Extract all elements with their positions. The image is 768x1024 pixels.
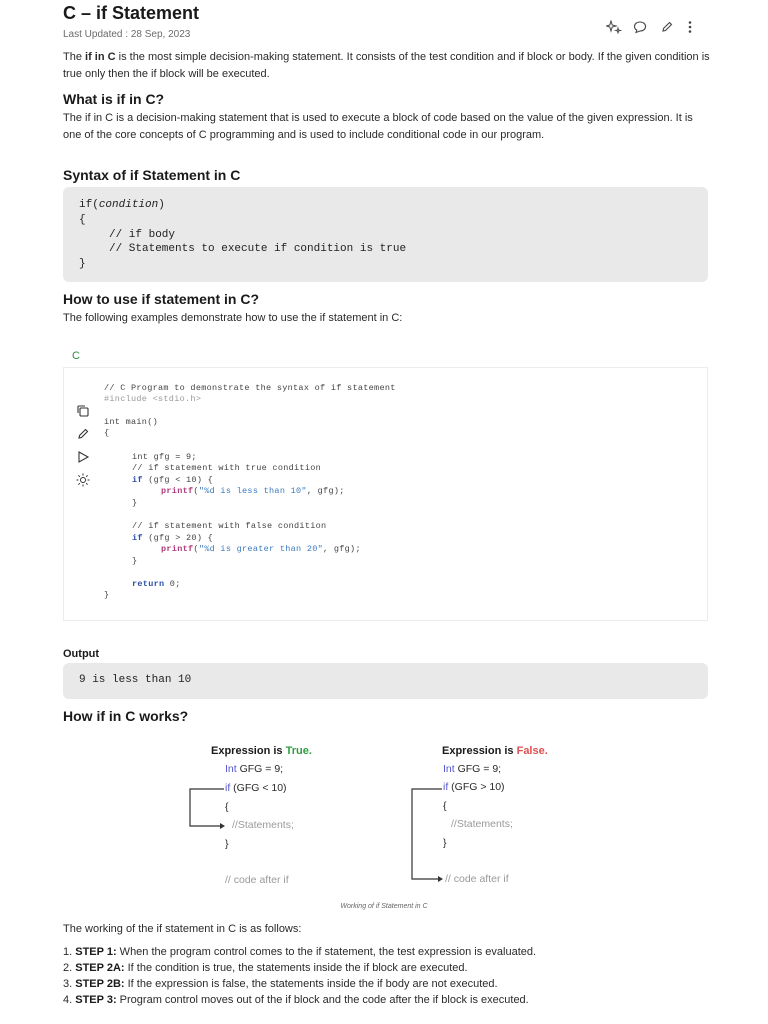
heading-syntax: Syntax of if Statement in C xyxy=(63,167,241,183)
output-box xyxy=(63,663,708,699)
false-arrow-head xyxy=(438,876,443,882)
list-item xyxy=(63,944,743,960)
keyword: return xyxy=(132,579,165,589)
code-line: int gfg = 9; xyxy=(132,452,197,462)
list-item xyxy=(63,992,743,1008)
heading-how-it-works: How if in C works? xyxy=(63,708,189,724)
list-item xyxy=(63,976,743,992)
code-line: int main() xyxy=(104,417,159,427)
intro-text-b: is the most simple decision-making statement. It consists of the test condition and if block or body. If the given condition is true only then the if block will be executed. xyxy=(63,51,710,80)
false-line-3: { xyxy=(443,800,447,812)
code-token: , gfg); xyxy=(306,486,345,496)
dkw: Int xyxy=(225,763,237,775)
false-flow-arrow xyxy=(412,789,442,879)
dkw: if xyxy=(443,781,449,793)
run-icon[interactable] xyxy=(76,450,90,464)
step-text: When the program control comes to the if statement, the test expression is evaluated. xyxy=(116,946,537,958)
page-title: C – if Statement xyxy=(63,3,200,23)
false-line-6: // code after if xyxy=(445,873,509,885)
keyword: if xyxy=(132,475,143,485)
step-label: STEP 1: xyxy=(75,946,117,958)
code-token: ( xyxy=(193,486,199,496)
intro-bold: if in C xyxy=(85,51,116,63)
step-label: STEP 2B: xyxy=(75,978,125,990)
dtok: GFG = 9; xyxy=(454,763,502,775)
code-line: #include <stdio.h> xyxy=(104,394,202,404)
step-number: 2. xyxy=(63,962,73,974)
theme-icon[interactable] xyxy=(76,473,90,487)
code-line: // if statement with true condition xyxy=(132,463,322,473)
code-line: } xyxy=(132,498,138,508)
true-value: True. xyxy=(285,745,312,757)
step-label: STEP 3: xyxy=(75,994,117,1006)
syntax-paren: ) xyxy=(158,199,165,211)
step-text: If the condition is true, the statements inside the if block are executed. xyxy=(124,962,468,974)
false-line-4: //Statements; xyxy=(451,818,513,830)
sparkle-icon[interactable] xyxy=(606,20,620,34)
steps-list xyxy=(63,944,743,1008)
code-line xyxy=(132,475,213,485)
true-heading xyxy=(211,745,312,757)
code-line: } xyxy=(132,556,138,566)
string-literal: "%d is less than 10" xyxy=(198,486,307,496)
editor-toolbar xyxy=(76,404,90,487)
copy-icon[interactable] xyxy=(76,404,90,418)
false-line-1 xyxy=(443,763,501,775)
code-line xyxy=(132,533,213,543)
language-tab-c[interactable]: C xyxy=(72,350,80,362)
true-flow-arrow xyxy=(190,789,224,826)
how-to-use-paragraph: The following examples demonstrate how to use the if statement in C: xyxy=(63,312,403,324)
true-heading-text: Expression is xyxy=(211,745,286,757)
syntax-if: if( xyxy=(79,199,99,211)
false-heading xyxy=(442,745,548,757)
false-heading-text: Expression is xyxy=(442,745,517,757)
dtok: GFG = 9; xyxy=(236,763,284,775)
code-token: ( xyxy=(193,544,199,554)
syntax-line-1 xyxy=(79,199,165,211)
code-line xyxy=(161,486,345,496)
true-line-5: } xyxy=(225,838,229,850)
syntax-line-4: // Statements to execute if condition is true xyxy=(109,243,407,255)
code-token: 0; xyxy=(164,579,181,589)
true-line-1 xyxy=(225,763,283,775)
last-updated: Last Updated : 28 Sep, 2023 xyxy=(63,29,191,40)
true-arrow-head xyxy=(220,823,225,829)
edit-code-icon[interactable] xyxy=(76,427,90,441)
dtok: (GFG < 10) xyxy=(230,782,287,794)
dkw: Int xyxy=(443,763,455,775)
function-name: printf xyxy=(161,544,194,554)
true-line-3: { xyxy=(225,801,229,813)
code-editor xyxy=(63,340,708,622)
false-line-5: } xyxy=(443,837,447,849)
syntax-line-5: } xyxy=(79,258,86,270)
step-text: Program control moves out of the if block and the code after the if block is executed. xyxy=(116,994,529,1006)
step-label: STEP 2A: xyxy=(75,962,125,974)
true-line-4: //Statements; xyxy=(232,819,294,831)
dtok: (GFG > 10) xyxy=(448,781,505,793)
intro-text-a: The xyxy=(63,51,86,63)
if-working-diagram xyxy=(180,738,600,918)
more-vertical-icon[interactable] xyxy=(687,20,701,34)
output-label: Output xyxy=(63,648,100,660)
string-literal: "%d is greater than 20" xyxy=(198,544,324,554)
code-line xyxy=(132,579,181,589)
function-name: printf xyxy=(161,486,194,496)
code-token: (gfg > 20) { xyxy=(142,533,214,543)
true-line-2 xyxy=(225,782,287,794)
false-line-2 xyxy=(443,781,505,793)
list-item xyxy=(63,960,743,976)
intro-paragraph xyxy=(63,49,713,83)
diagram-caption: Working of if Statement in C xyxy=(340,903,428,910)
output-text: 9 is less than 10 xyxy=(79,674,192,686)
step-number: 4. xyxy=(63,994,73,1006)
heading-what-is-if: What is if in C? xyxy=(63,91,165,107)
keyword: if xyxy=(132,533,143,543)
comment-icon[interactable] xyxy=(633,20,647,34)
code-token: , gfg); xyxy=(323,544,361,554)
code-line xyxy=(161,544,361,554)
step-text: If the expression is false, the statements inside the if body are not executed. xyxy=(124,978,498,990)
syntax-condition: condition xyxy=(98,199,159,211)
dkw: if xyxy=(225,782,231,794)
what-is-if-paragraph: The if in C is a decision-making statement that is used to execute a block of code based on the value of the given expression. It is one of the core concepts of C programming and is used to include conditional code in our program. xyxy=(63,112,693,141)
code-line: { xyxy=(104,428,110,438)
editor-code-area[interactable] xyxy=(63,367,708,621)
step-number: 1. xyxy=(63,946,73,958)
code-token: (gfg < 10) { xyxy=(142,475,214,485)
article-actions xyxy=(606,20,701,34)
false-value: False. xyxy=(516,745,548,757)
code-line: // if statement with false condition xyxy=(132,521,327,531)
code-line: // C Program to demonstrate the syntax of if statement xyxy=(104,383,396,393)
syntax-line-3: // if body xyxy=(109,229,176,241)
syntax-code-block xyxy=(63,187,708,282)
step-number: 3. xyxy=(63,978,73,990)
code-line: } xyxy=(104,590,110,600)
working-intro: The working of the if statement in C is as follows: xyxy=(63,923,302,935)
syntax-line-2: { xyxy=(79,214,86,226)
pencil-icon[interactable] xyxy=(660,20,674,34)
heading-how-to-use: How to use if statement in C? xyxy=(63,291,260,307)
true-line-6: // code after if xyxy=(225,874,289,886)
